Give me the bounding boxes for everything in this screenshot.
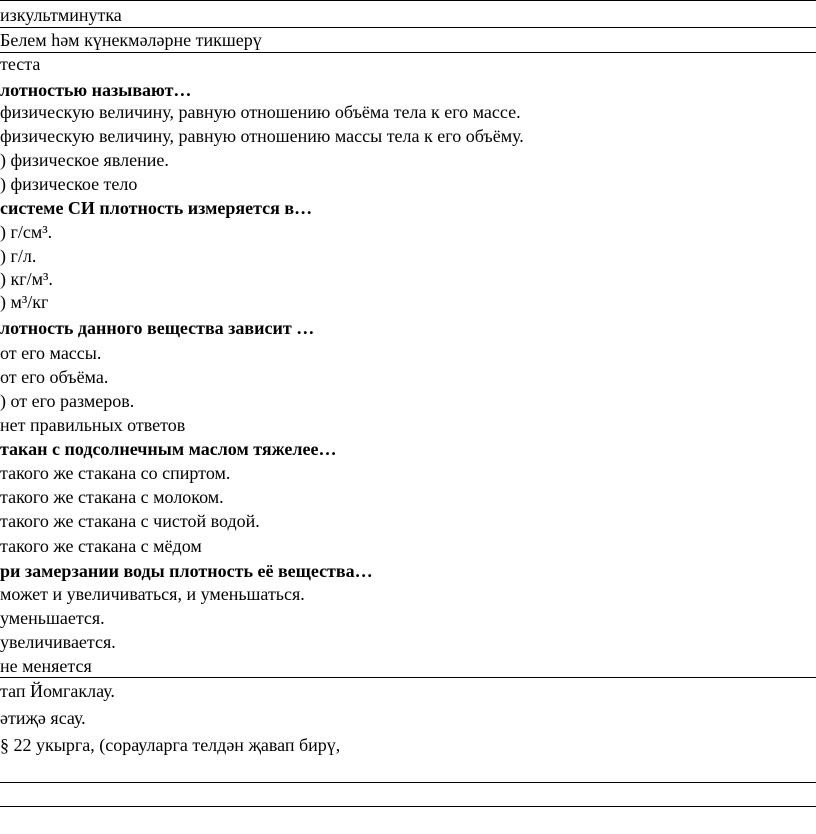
stage-title: тап Йомгаклау. [0,681,115,701]
answer-option: ) от его размеров. [0,391,135,411]
table-border [0,677,816,678]
question-title: ри замерзании воды плотность её вещества… [0,561,373,581]
answer-option: не меняется [0,656,92,676]
test-heading: теста [0,54,41,74]
answer-option: физическую величину, равную отношению объёма тела к его массе. [0,102,521,122]
table-border [0,806,816,807]
answer-option: такого же стакана с молоком. [0,487,224,507]
answer-option: физическую величину, равную отношению массы тела к его объёму. [0,126,524,146]
answer-option: нет правильных ответов [0,415,186,435]
answer-option: от его массы. [0,343,102,363]
question-title: лотностью называют… [0,80,192,100]
stage-title: әтиҗә ясау. [0,708,86,728]
stage-title: Белем һәм күнекмәләрне тикшерү [0,30,262,50]
answer-option: такого же стакана с чистой водой. [0,511,260,531]
homework-text: § 22 укырга, (сорауларга телдән җавап бирү, [0,735,341,755]
answer-option: ) кг/м³. [0,269,53,289]
question-title: лотность данного вещества зависит … [0,318,315,338]
table-border [0,52,816,53]
question-title: системе СИ плотность измеряется в… [0,198,313,218]
answer-option: ) физическое явление. [0,150,169,170]
stage-title: изкультминутка [0,5,122,25]
answer-option: ) физическое тело [0,174,138,194]
answer-option: может и увеличиваться, и уменьшаться. [0,584,305,604]
answer-option: ) г/л. [0,246,37,266]
answer-option: ) г/см³. [0,222,53,242]
answer-option: уменьшается. [0,608,105,628]
answer-option: ) м³/кг [0,292,49,312]
answer-option: такого же стакана с мёдом [0,536,202,556]
answer-option: от его объёма. [0,367,109,387]
table-border [0,0,816,1]
answer-option: увеличивается. [0,632,116,652]
question-title: такан с подсолнечным маслом тяжелее… [0,439,337,459]
answer-option: такого же стакана со спиртом. [0,463,231,483]
table-border [0,782,816,783]
table-border [0,27,816,28]
